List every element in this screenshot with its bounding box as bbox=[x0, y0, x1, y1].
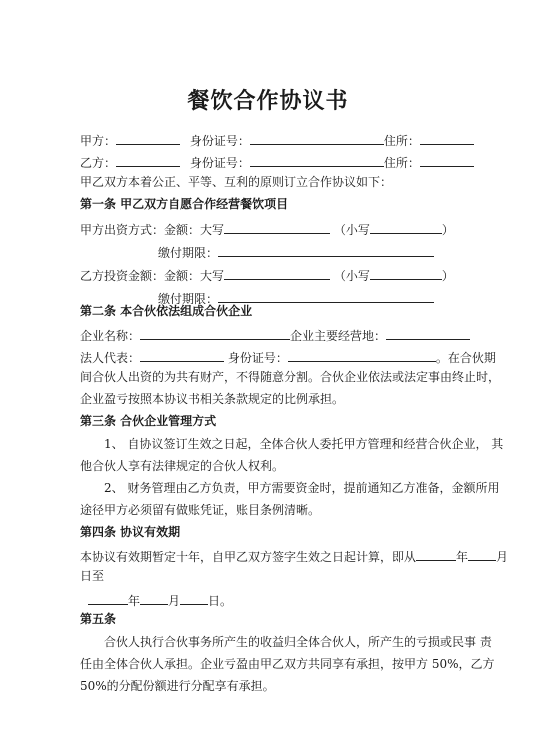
party-a-lower-close: ） bbox=[441, 223, 454, 237]
party-b-address-blank bbox=[420, 152, 474, 167]
validity-line-2 bbox=[88, 590, 232, 609]
party-b-amount-upper-blank bbox=[224, 265, 330, 280]
start-month-label: 月 bbox=[496, 550, 509, 564]
preamble: 甲乙双方本着公正、平等、互利的原则订立合作协议如下： bbox=[80, 175, 393, 189]
party-b-label: 乙方： bbox=[80, 156, 117, 170]
end-year-blank bbox=[88, 590, 128, 605]
party-a-payment-blank bbox=[218, 242, 434, 257]
party-b-name-blank bbox=[116, 152, 180, 167]
party-a-payment-line bbox=[158, 242, 434, 261]
company-name-blank bbox=[140, 325, 290, 340]
party-b-investment-label: 乙方投资金额：金额：大写 bbox=[80, 269, 225, 283]
company-line bbox=[80, 325, 470, 344]
article-5-line2: 任由全体合伙人承担。企业亏盈由甲乙双方共同享有承担，按甲方 50%，乙方 bbox=[80, 657, 495, 671]
party-a-label: 甲方： bbox=[80, 134, 117, 148]
party-b-amount-lower-blank bbox=[370, 265, 442, 280]
validity-text: 本协议有效期暂定十年，自甲乙双方签字生效之日起计算，即从 bbox=[80, 550, 417, 564]
party-a-address-label: 住所： bbox=[383, 134, 420, 148]
party-a-address-blank bbox=[420, 130, 474, 145]
article-5-line1: 合伙人执行合伙事务所产生的收益归全体合伙人，所产生的亏损或民事 责 bbox=[104, 635, 492, 649]
party-b-payment-blank bbox=[218, 288, 434, 303]
end-day-label: 日。 bbox=[208, 594, 233, 608]
party-a-name-blank bbox=[116, 130, 180, 145]
article-2-text-2: 间合伙人出资的为共有财产，不得随意分割。合伙企业依法或法定事由终止时， bbox=[80, 370, 501, 384]
article-4-heading: 第四条 协议有效期 bbox=[80, 525, 181, 539]
party-b-lower-open: （小写 bbox=[333, 269, 370, 283]
article-3-p2-line2: 途径甲方必须留有做账凭证，账目条例清晰。 bbox=[80, 503, 321, 517]
party-b-lower-close: ） bbox=[441, 269, 454, 283]
end-day-blank bbox=[180, 590, 208, 605]
business-place-label: 企业主要经营地： bbox=[290, 329, 387, 343]
article-3-heading: 第三条 合伙企业管理方式 bbox=[80, 414, 217, 428]
party-b-investment-line bbox=[80, 265, 454, 284]
legal-rep-label: 法人代表： bbox=[80, 351, 141, 365]
validity-day-to: 日至 bbox=[80, 569, 105, 583]
article-5-line3: 50%的分配份额进行分配享有承担。 bbox=[80, 679, 275, 693]
party-b-address-label: 住所： bbox=[383, 156, 420, 170]
start-year-label: 年 bbox=[456, 550, 469, 564]
party-a-line bbox=[80, 130, 474, 149]
article-1-heading: 第一条 甲乙双方自愿合作经营餐饮项目 bbox=[80, 197, 289, 211]
article-5-heading: 第五条 bbox=[80, 612, 117, 626]
party-b-line bbox=[80, 152, 474, 171]
article-3-p1-line2: 他合伙人享有法律规定的合伙人权利。 bbox=[80, 459, 285, 473]
party-b-id-label: 身份证号： bbox=[189, 156, 250, 170]
business-place-blank bbox=[386, 325, 470, 340]
company-name-label: 企业名称： bbox=[80, 329, 141, 343]
article-2-heading: 第二条 本合伙依法组成合伙企业 bbox=[80, 304, 253, 318]
party-a-id-blank bbox=[250, 130, 384, 145]
party-a-id-label: 身份证号： bbox=[189, 134, 250, 148]
party-a-amount-upper-blank bbox=[224, 219, 330, 234]
end-month-blank bbox=[140, 590, 168, 605]
party-a-payment-label: 缴付期限： bbox=[158, 246, 219, 260]
validity-line-1 bbox=[80, 546, 508, 565]
party-a-investment-label: 甲方出资方式：金额：大写 bbox=[80, 223, 225, 237]
party-a-amount-lower-blank bbox=[370, 219, 442, 234]
start-month-blank bbox=[468, 546, 496, 561]
start-year-blank bbox=[416, 546, 456, 561]
article-3-p2-line1: 2、 财务管理由乙方负责，甲方需要资金时，提前通知乙方准备，金额所用 bbox=[104, 481, 500, 495]
article-2-text-1: 。在合伙期 bbox=[435, 351, 496, 365]
article-2-text-3: 企业盈亏按照本协议书相关条款规定的比例承担。 bbox=[80, 392, 345, 406]
party-b-payment-label: 缴付期限： bbox=[158, 292, 219, 306]
legal-rep-line bbox=[80, 347, 496, 366]
party-a-lower-open: （小写 bbox=[333, 223, 370, 237]
end-year-label: 年 bbox=[128, 594, 141, 608]
legal-rep-blank bbox=[140, 347, 224, 362]
end-month-label: 月 bbox=[168, 594, 181, 608]
article-3-p1-line1: 1、 自协议签订生效之日起，全体合伙人委托甲方管理和经营合伙企业， 其 bbox=[104, 437, 504, 451]
legal-rep-id-label: 身份证号： bbox=[227, 351, 288, 365]
party-b-id-blank bbox=[250, 152, 384, 167]
document-title: 餐饮合作协议书 bbox=[187, 88, 349, 114]
party-a-investment-line bbox=[80, 219, 454, 238]
legal-rep-id-blank bbox=[288, 347, 436, 362]
